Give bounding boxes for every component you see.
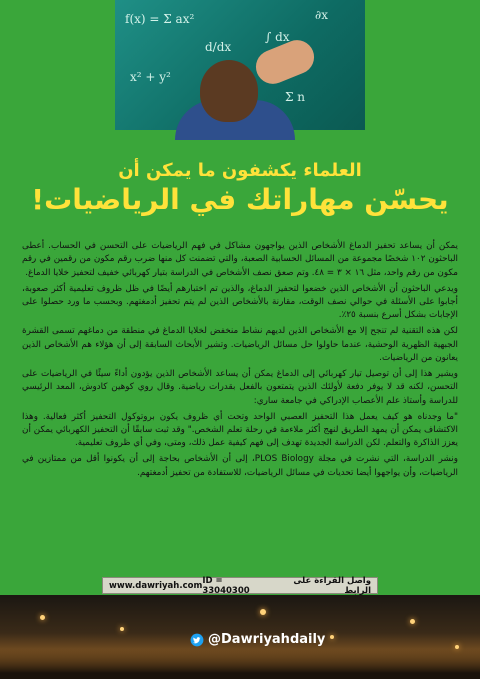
paragraph: يمكن أن يساعد تحفيز الدماغ الأشخاص الذين يواجهون مشاكل في فهم الرياضيات على التحسن في الحساب. أعطى الباحثون ١٠٢ شخصًا مجموعة من المسائل الحسابية الصعبة، والتي تضمنت كل منها ضرب رقم مكون من رقمين في رقم مكون من رقم واحد، مثل ١٦ × ٣ = ٤٨. وتم صعق نصف الأشخاص في الدراسة بتيار كهربائي خفيف لتحفيز خلايا الدماغ. [22, 241, 458, 278]
paragraph: ونشر الدراسة، التي نشرت في مجلة PLOS Biology، إلى أن الأشخاص بحاجة إلى أن يكونوا أقل من ممتازين في الرياضيات، وأن يواجهوا أيضا تحديات في مسائل الرياضيات، للاستفادة من تحفيز أدمغتهم. [22, 454, 458, 478]
website-link[interactable]: www.dawriyah.com [109, 580, 203, 591]
social-handle[interactable] [190, 632, 325, 647]
headline-line-1: العلماء يكشفون ما يمكن أن [118, 160, 362, 181]
read-more-bar [102, 577, 378, 594]
paragraph: ويشير هذا إلى أن توصيل تيار كهربائي إلى الدماغ يمكن أن يساعد الأشخاص الذين يؤدون أداءً سيئًا في الرياضيات على التحسن، لكنه قد لا يوفر دفعة لأولئك الذين يتمتعون بالفعل بقدرات رياضية. وقال روي كوهين كادوش، المعد الرئيسي للدراسة وأستاذ علم الأعصاب الإدراكي في جامعة ساري: [22, 369, 458, 406]
board-equation: Σ n [285, 90, 306, 104]
paragraph: لكن هذه التقنية لم تنجح إلا مع الأشخاص الذين لديهم نشاط منخفض لخلايا الدماغ في منطقة من دماغهم تسمى القشرة الجبهية الظهرية الوحشية، عندما حاولوا حل مسائل الرياضيات. وتشير الأبحاث السابقة إلى أن هؤلاء هم الأشخاص الذين يعانون من الرياضيات. [22, 326, 458, 363]
paragraph: ويدعي الباحثون أن الأشخاص الذين خضعوا لتحفيز الدماغ، والذين تم اختبارهم أيضًا في ظل ظروف تعليمية أكثر صعوبة، أجابوا على الأسئلة في حوالي نصف الوقت، مقارنة بالأشخاص الذين لم يتم تحفيز أدمغتهم. وبحسب ما ورد حصلوا على الإجابات بشكل أسرع بنسبة ٢٥٪. [22, 283, 458, 321]
headline-line-2: يحسّن مهاراتك في الرياضيات! [31, 183, 449, 216]
crowd-silhouette [0, 649, 480, 679]
board-equation: d/dx [205, 40, 232, 54]
board-equation: ∂x [315, 8, 328, 22]
read-more-label: واصل القراءة على الرابط [293, 575, 371, 596]
board-equation: x² + y² [130, 70, 171, 84]
twitter-icon [190, 633, 204, 647]
boy-head [200, 60, 258, 122]
social-handle-text: @Dawriyahdaily [208, 632, 326, 647]
article-id: ID = 33040300 [202, 575, 250, 596]
paragraph: "ما وجدناه هو كيف يعمل هذا التحفيز العصبي الواحد وتحت أي ظروف يكون بروتوكول التحفيز أكثر فعالية. وهذا الاكتشاف يمكن أن يمهد الطريق لنهج أكثر ملاءمة في رحلة تعلم الشخص." وقد ثبت سابقًا أن التحفيز الكهربائي يمكن أن يعزز الذاكرة والتعلم. لكن الدراسة الجديدة تهدف إلى فهم كيفية عمل ذلك، ومتى، وفي أي ظروف تعليمية. [22, 411, 458, 449]
board-equation: f(x) = Σ ax² [125, 12, 195, 26]
hero-image [0, 0, 480, 150]
board-equation: ∫ dx [265, 30, 290, 44]
article-body [22, 240, 458, 483]
